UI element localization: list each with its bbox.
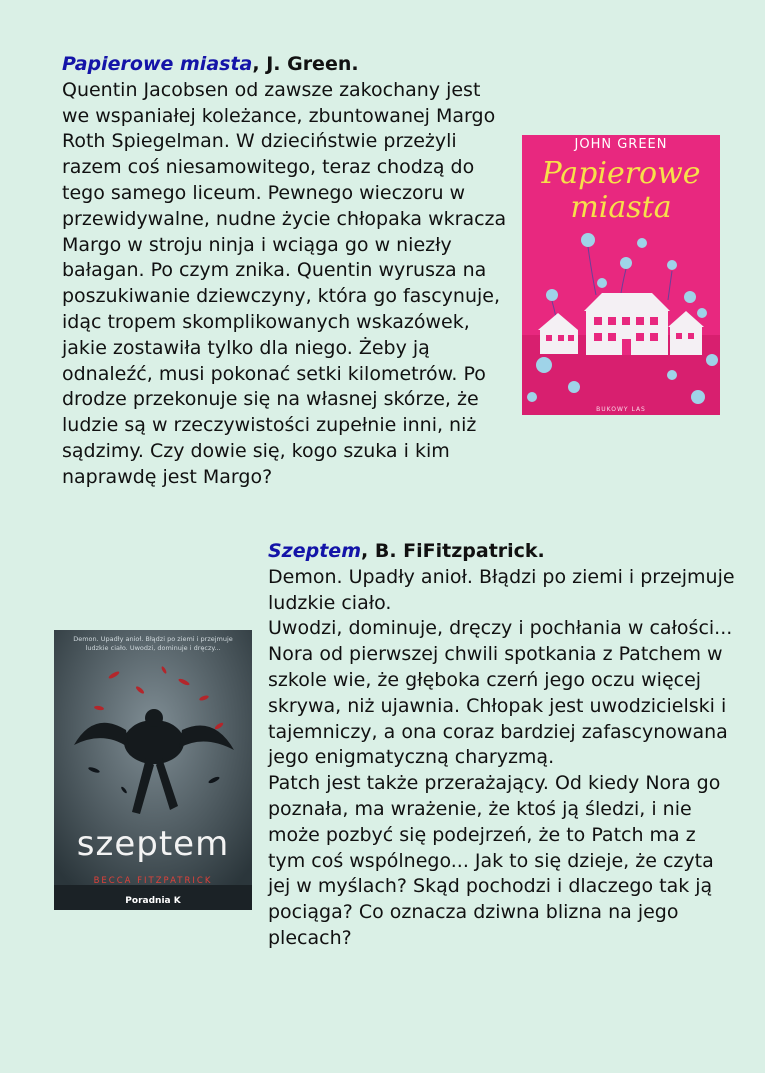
book-entry-szeptem — [268, 539, 738, 952]
book-title-line — [62, 52, 512, 78]
cover-author: JOHN GREEN — [574, 137, 668, 152]
cover-publisher: BUKOWY LAS — [596, 406, 646, 413]
cover-title-line2: miasta — [570, 190, 672, 225]
book-cover-szeptem — [54, 630, 252, 910]
book-cover-papierowe-miasta — [522, 135, 720, 415]
book-paragraph: Patch jest także przerażający. Od kiedy Nora go poznała, ma wrażenie, że ktoś ją śledzi, i nie może pozbyć się podejrzeń, że to Patch ma z tym coś wspólnego... Jak to się dzieje, że czyta jej w myślach? Skąd pochodzi i dlaczego tak ją pociąga? Co oznacza dziwna blizna na jego plecach? — [268, 772, 721, 949]
book-title: Szeptem — [268, 540, 361, 562]
book-paragraph: Uwodzi, dominuje, dręczy i pochłania w całości... — [268, 617, 733, 640]
book-paragraph: Demon. Upadły anioł. Błądzi po ziemi i przejmuje ludzkie ciało. — [268, 565, 735, 614]
cover-title: szeptem — [76, 824, 230, 864]
cover-illustration — [54, 630, 252, 910]
book-description: Quentin Jacobsen od zawsze zakochany jest we wspaniałej koleżance, zbuntowanej Margo Roth Spiegelman. W dzieciństwie przeżyli razem coś niesamowitego, teraz chodzą do tego samego liceum. Pewnego wieczoru w przewidywalne, nudne życie chłopaka wkracza Margo w stroju ninja i wciąga go w niezły bałagan. Po czym znika. Quentin wyrusza na poszukiwanie dziewczyny, która go fascynuje, idąc tropem skomplikowanych wskazówek, jakie zostawiła tylko dla niego. Żeby ją odnaleźć, musi pokonać setki kilometrów. Po drodze przekonuje się na własnej skórze, że ludzie są w rzeczywistości zupełnie inni, niż sądzimy. Czy dowie się, kogo szuka i kim naprawdę jest Margo? — [62, 78, 507, 488]
cover-tagline: Demon. Upadły anioł. Błądzi po ziemi i przejmuje ludzkie ciało. Uwodzi, dominuje i dręczy... — [73, 635, 233, 652]
cover-title — [522, 157, 720, 225]
book-author: , B. FiFitzpatrick. — [361, 540, 545, 562]
cover-author: BECCA FITZPATRICK — [93, 876, 213, 886]
book-entry-papierowe-miasta — [62, 52, 512, 491]
cover-publisher: Poradnia K — [125, 896, 181, 906]
book-title: Papierowe miasta — [62, 53, 253, 75]
book-title-line — [268, 539, 738, 565]
book-paragraph: Nora od pierwszej chwili spotkania z Patchem w szkole wie, że głęboka czerń jego oczu więcej skrywa, niż ujawnia. Chłopak jest uwodzicielski i tajemniczy, a ona coraz bardziej zafascynowana jego enigmatyczną charyzmą. — [268, 643, 728, 769]
book-author: , J. Green. — [252, 53, 359, 75]
cover-title-line1: Papierowe — [541, 156, 701, 191]
